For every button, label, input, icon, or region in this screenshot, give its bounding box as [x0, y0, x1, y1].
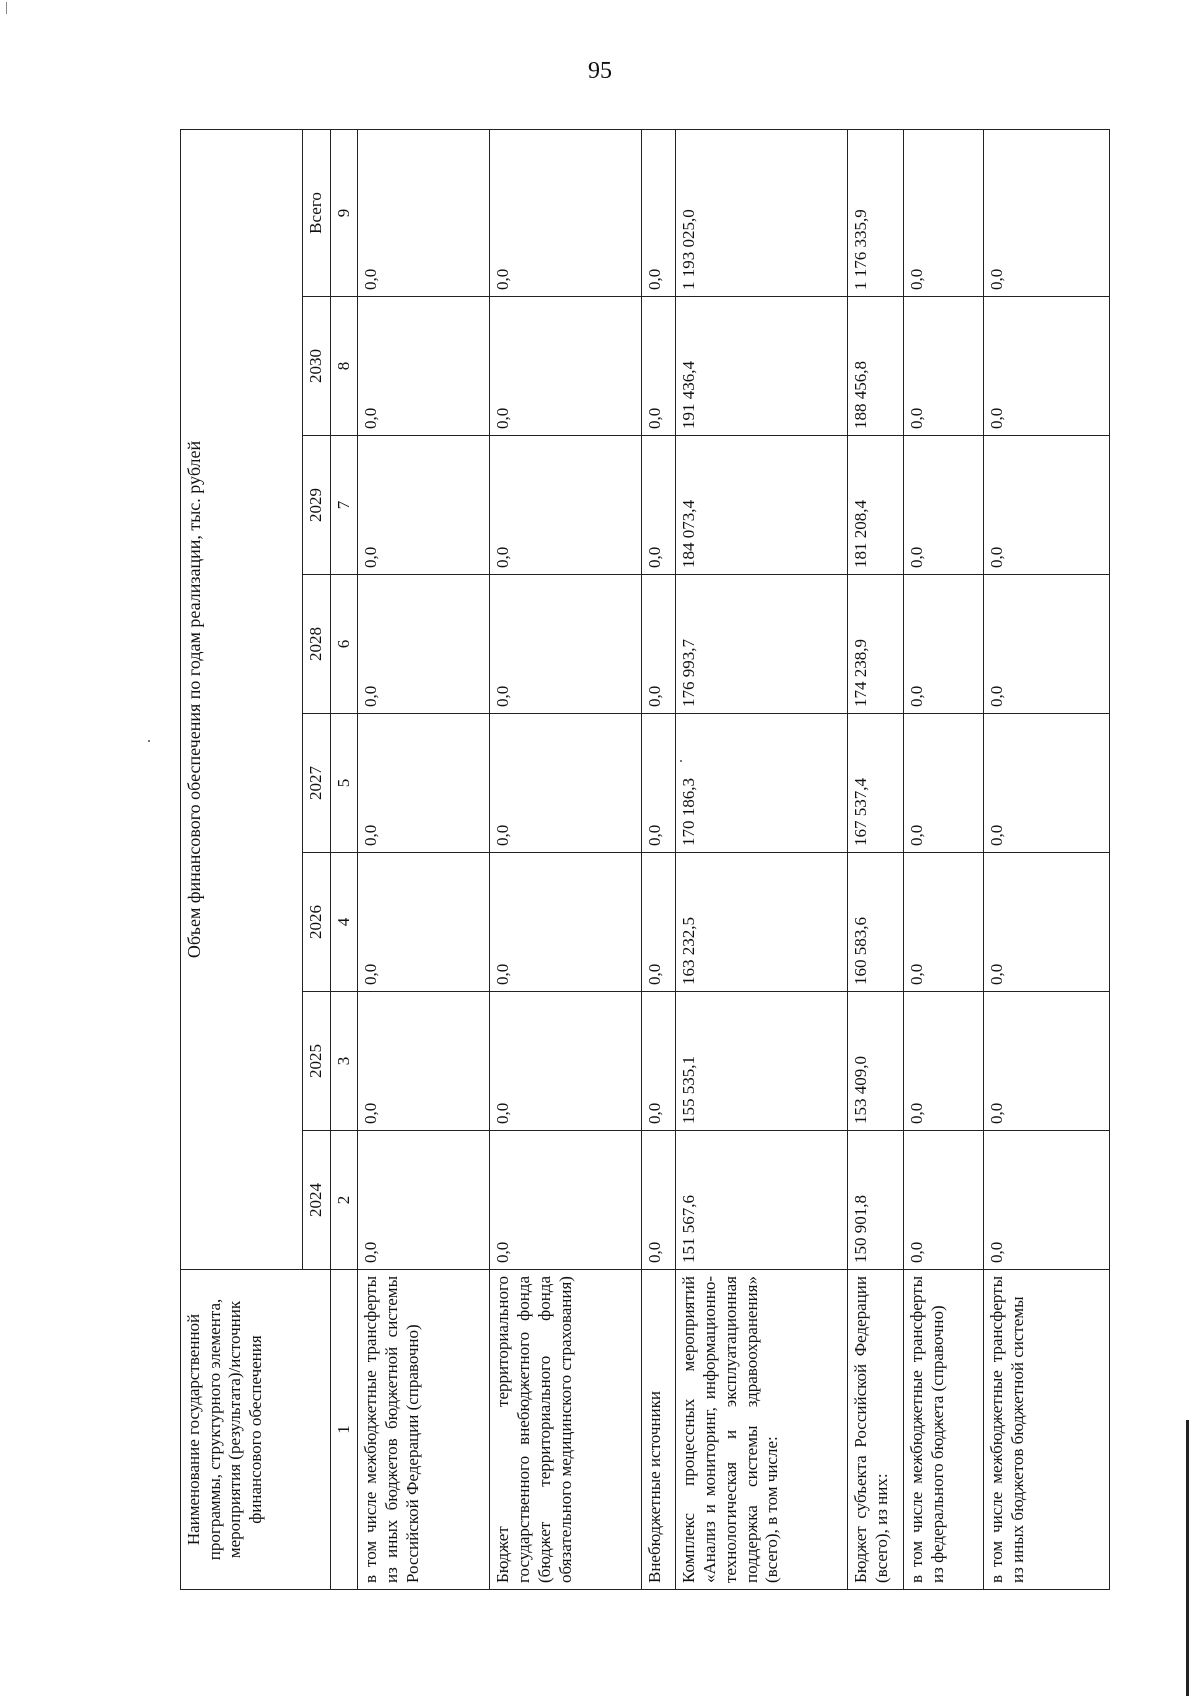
value-cell: 0,0 — [904, 992, 984, 1131]
value-cell: 0,0 — [358, 714, 490, 853]
value-cell: 0,0 — [358, 575, 490, 714]
table-row — [642, 129, 676, 1589]
column-number: 5 — [330, 714, 358, 853]
value-cell: 0,0 — [490, 297, 642, 436]
table-row — [358, 129, 490, 1589]
value-cell: 170 186,3 — [676, 714, 848, 853]
value-cell: 0,0 — [642, 992, 676, 1131]
value-cell: 0,0 — [904, 297, 984, 436]
row-label: Внебюджетные источники — [642, 1270, 676, 1590]
value-cell: 0,0 — [490, 853, 642, 992]
scan-artifact — [148, 740, 150, 742]
year-header: 2029 — [303, 436, 331, 575]
value-cell: 167 537,4 — [848, 714, 904, 853]
value-cell: 0,0 — [904, 1131, 984, 1270]
column-number: 9 — [330, 129, 358, 296]
year-header: 2028 — [303, 575, 331, 714]
value-cell: 160 583,6 — [848, 853, 904, 992]
value-cell: 0,0 — [984, 853, 1110, 992]
total-cell: 0,0 — [490, 129, 642, 296]
name-column-header: Наименование государственной программы, структурного элемента, мероприятия (результата)/источник финансового обеспечения — [181, 1270, 331, 1590]
value-cell: 0,0 — [490, 436, 642, 575]
total-cell: 0,0 — [642, 129, 676, 296]
value-cell: 0,0 — [642, 297, 676, 436]
row-label: в том числе межбюджетные трансферты из иных бюджетов бюджетной системы — [984, 1270, 1110, 1590]
total-header: Всего — [303, 129, 331, 296]
rotated-table-container — [180, 130, 1110, 1590]
total-cell: 0,0 — [904, 129, 984, 296]
table-row — [904, 129, 984, 1589]
value-cell: 0,0 — [642, 853, 676, 992]
value-cell: 0,0 — [984, 297, 1110, 436]
value-cell: 0,0 — [358, 992, 490, 1131]
value-cell: 174 238,9 — [848, 575, 904, 714]
value-cell: 0,0 — [358, 853, 490, 992]
column-number: 2 — [330, 1131, 358, 1270]
financing-table — [180, 129, 1110, 1590]
value-cell: 181 208,4 — [848, 436, 904, 575]
value-cell: 0,0 — [642, 1131, 676, 1270]
value-cell: 0,0 — [358, 436, 490, 575]
value-cell: 0,0 — [358, 297, 490, 436]
year-header: 2030 — [303, 297, 331, 436]
year-header: 2025 — [303, 992, 331, 1131]
total-cell: 1 176 335,9 — [848, 129, 904, 296]
column-number-row — [330, 129, 358, 1589]
scan-artifact — [6, 2, 7, 14]
value-cell: 153 409,0 — [848, 992, 904, 1131]
total-cell: 0,0 — [358, 129, 490, 296]
value-cell: 0,0 — [984, 575, 1110, 714]
value-cell: 0,0 — [490, 575, 642, 714]
total-cell: 0,0 — [984, 129, 1110, 296]
value-cell: 0,0 — [904, 436, 984, 575]
column-number: 1 — [330, 1270, 358, 1590]
value-cell: 0,0 — [984, 1131, 1110, 1270]
value-cell: 0,0 — [642, 575, 676, 714]
column-number: 3 — [330, 992, 358, 1131]
value-cell: 191 436,4 — [676, 297, 848, 436]
table-row — [676, 129, 848, 1589]
value-cell: 188 456,8 — [848, 297, 904, 436]
value-cell: 155 535,1 — [676, 992, 848, 1131]
value-cell: 0,0 — [904, 853, 984, 992]
value-cell: 0,0 — [642, 714, 676, 853]
table-row — [490, 129, 642, 1589]
value-cell: 0,0 — [904, 575, 984, 714]
row-label: Комплекс процессных мероприятий «Анализ и мониторинг, информационно-технологическая и эксплуатационная поддержка системы здравоохранения» (всего), в том числе: — [676, 1270, 848, 1590]
value-cell: 0,0 — [358, 1131, 490, 1270]
row-label: в том числе межбюджетные трансферты из федерального бюджета (справочно) — [904, 1270, 984, 1590]
table-row — [984, 129, 1110, 1589]
row-label: Бюджет территориального государственного внебюджетного фонда (бюджет территориального фонда обязательного медицинского страхования) — [490, 1270, 642, 1590]
value-cell: 184 073,4 — [676, 436, 848, 575]
value-cell: 0,0 — [490, 1131, 642, 1270]
value-cell: 176 993,7 — [676, 575, 848, 714]
column-number: 7 — [330, 436, 358, 575]
margin-marker — [1186, 1420, 1189, 1696]
value-cell: 0,0 — [984, 436, 1110, 575]
value-cell: 151 567,6 — [676, 1131, 848, 1270]
value-cell: 0,0 — [490, 714, 642, 853]
funding-volume-header: Объем финансового обеспечения по годам реализации, тыс. рублей — [181, 129, 303, 1269]
year-header: 2026 — [303, 853, 331, 992]
year-header: 2024 — [303, 1131, 331, 1270]
value-cell: 0,0 — [984, 992, 1110, 1131]
column-number: 8 — [330, 297, 358, 436]
value-cell: 0,0 — [642, 436, 676, 575]
row-label: в том числе межбюджетные трансферты из иных бюджетов бюджетной системы Российской Федерации (справочно) — [358, 1270, 490, 1590]
value-cell: 163 232,5 — [676, 853, 848, 992]
value-cell: 150 901,8 — [848, 1131, 904, 1270]
row-label: Бюджет субъекта Российской Федерации (всего), из них: — [848, 1270, 904, 1590]
page-number: 95 — [588, 58, 612, 84]
column-number: 6 — [330, 575, 358, 714]
value-cell: 0,0 — [984, 714, 1110, 853]
scan-artifact — [680, 760, 682, 762]
value-cell: 0,0 — [490, 992, 642, 1131]
table-row — [848, 129, 904, 1589]
year-header: 2027 — [303, 714, 331, 853]
value-cell: 0,0 — [904, 714, 984, 853]
column-number: 4 — [330, 853, 358, 992]
total-cell: 1 193 025,0 — [676, 129, 848, 296]
